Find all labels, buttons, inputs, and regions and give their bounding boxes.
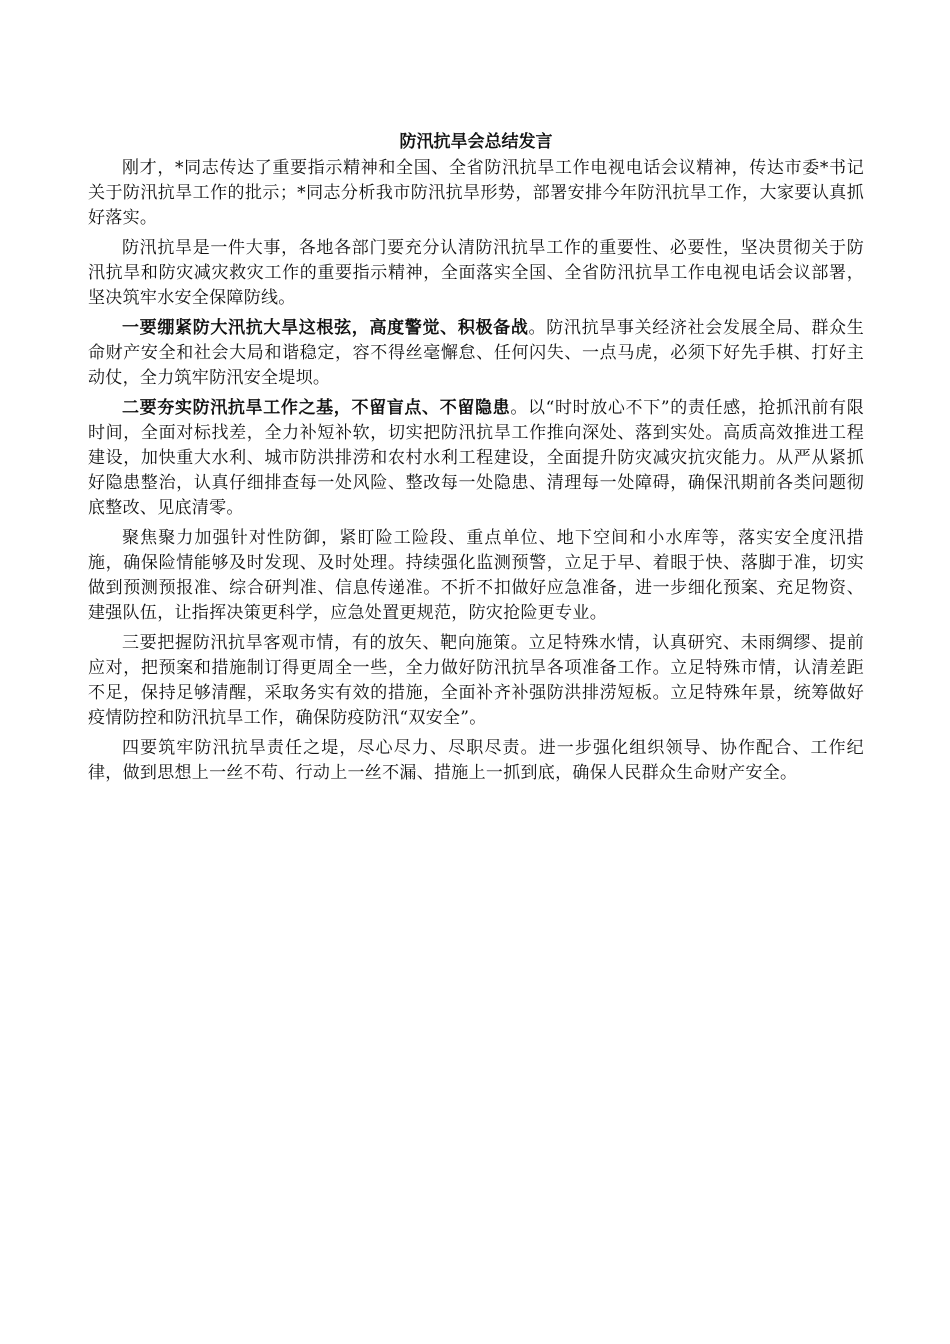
paragraph-3 <box>88 316 864 391</box>
paragraph-4-lead: 二要夯实防汛抗旱工作之基，不留盲点、不留隐患 <box>122 398 511 418</box>
document-title: 防汛抗旱会总结发言 <box>399 132 553 152</box>
paragraph-6-text: 三要把握防汛抗旱客观市情，有的放矢、靶向施策。立足特殊水情，认真研究、未雨绸缪、提前应对，把预案和措施制订得更周全一些，全力做好防汛抗旱各项准备工作。立足特殊市情，认清差距不足，保持足够清醒，采取务实有效的措施，全面补齐补强防洪排涝短板。立足特殊年景，统筹做好疫情防控和防汛抗旱工作，确保防疫防汛“双安全”。 <box>88 633 864 728</box>
paragraph-2-text: 防汛抗旱是一件大事，各地各部门要充分认清防汛抗旱工作的重要性、必要性，坚决贯彻关于防汛抗旱和防灾减灾救灾工作的重要指示精神，全面落实全国、全省防汛抗旱工作电视电话会议部署，坚决筑牢水安全保障防线。 <box>88 238 864 308</box>
paragraph-3-text: 。防汛抗旱事关经济社会发展全局、群众生命财产安全和社会大局和谐稳定，容不得丝毫懈怠、任何闪失、一点马虎，必须下好先手棋、打好主动仗，全力筑牢防汛安全堤坝。 <box>88 318 865 388</box>
paragraph-5-text: 聚焦聚力加强针对性防御，紧盯险工险段、重点单位、地下空间和小水库等，落实安全度汛措施，确保险情能够及时发现、及时处理。持续强化监测预警，立足于早、着眼于快、落脚于准，切实做到预测预报准、综合研判准、信息传递准。不折不扣做好应急准备，进一步细化预案、充足物资、建强队伍，让指挥决策更科学，应急处置更规范，防灾抢险更专业。 <box>88 528 864 623</box>
paragraph-1 <box>88 156 864 231</box>
document-page <box>88 128 864 791</box>
paragraph-5 <box>88 526 864 626</box>
paragraph-2 <box>88 236 864 311</box>
paragraph-4 <box>88 396 864 521</box>
paragraph-1-text: 刚才，*同志传达了重要指示精神和全国、全省防汛抗旱工作电视电话会议精神，传达市委*书记关于防汛抗旱工作的批示；*同志分析我市防汛抗旱形势，部署安排今年防汛抗旱工作，大家要认真抓好落实。 <box>88 158 864 228</box>
paragraph-4-text: 。以“时时放心不下”的责任感，抢抓汛前有限时间，全面对标找差，全力补短补软，切实把防汛抗旱工作推向深处、落到实处。高质高效推进工程建设，加快重大水利、城市防洪排涝和农村水利工程建设，全面提升防灾减灾抗灾能力。从严从紧抓好隐患整治，认真仔细排查每一处风险、整改每一处隐患、清理每一处障碍，确保汛期前各类问题彻底整改、见底清零。 <box>88 398 864 518</box>
paragraph-7 <box>88 736 864 786</box>
paragraph-6 <box>88 631 864 731</box>
paragraph-3-lead: 一要绷紧防大汛抗大旱这根弦，高度警觉、积极备战 <box>122 318 529 338</box>
paragraph-7-text: 四要筑牢防汛抗旱责任之堤，尽心尽力、尽职尽责。进一步强化组织领导、协作配合、工作纪律，做到思想上一丝不苟、行动上一丝不漏、措施上一抓到底，确保人民群众生命财产安全。 <box>88 738 864 783</box>
